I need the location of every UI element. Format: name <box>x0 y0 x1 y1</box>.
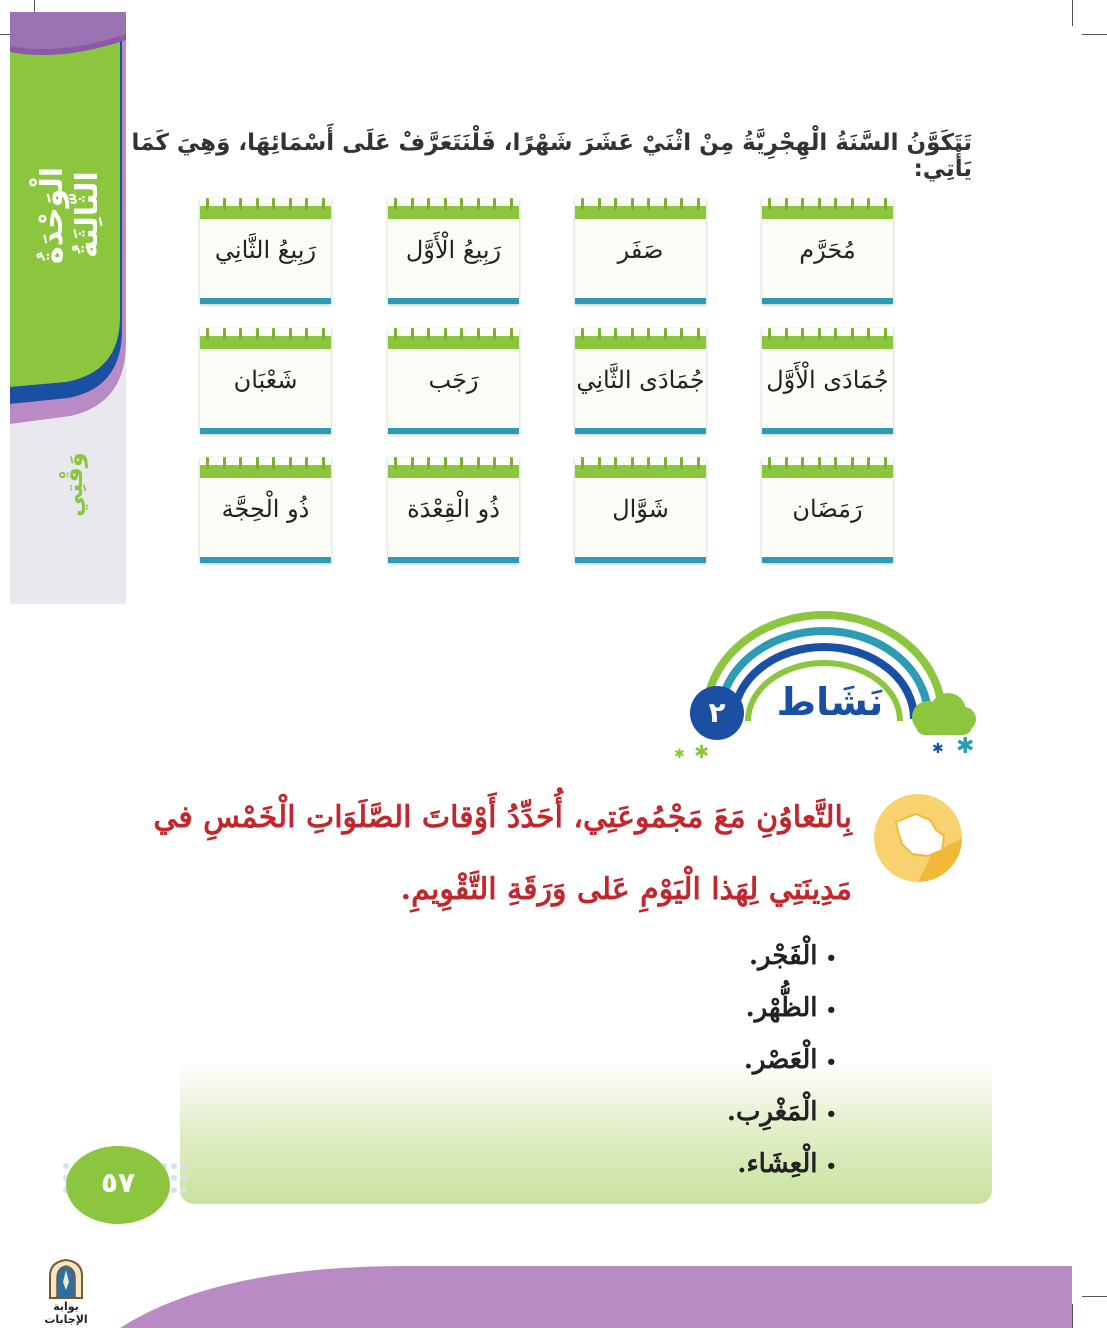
prayer-item: • الْعَصْر. <box>727 1034 837 1086</box>
prayer-item: • الْعِشَاء. <box>727 1138 837 1190</box>
month-name: ذُو الْقِعْدَة <box>407 495 500 523</box>
month-card <box>388 457 519 563</box>
svg-text:✱: ✱ <box>694 742 710 763</box>
month-card <box>762 457 893 563</box>
month-name: جُمَادَى الثَّانِي <box>576 366 705 394</box>
month-card <box>762 198 893 304</box>
month-card <box>762 328 893 434</box>
month-name: صَفَر <box>617 236 664 264</box>
page-number: ٥٧ <box>100 1166 136 1199</box>
month-name: جُمَادَى الْأَوَّل <box>766 366 889 394</box>
month-name: رَبِيعُ الثَّانِي <box>214 236 317 264</box>
month-name: رَبِيعُ الْأَوَّل <box>405 236 502 264</box>
month-card <box>575 457 706 563</box>
prayer-item: • الْمَغْرِب. <box>727 1086 837 1138</box>
months-grid <box>200 198 894 568</box>
intro-text: تَتَكَوَّنُ السَّنَةُ الْهِجْرِيَّةُ مِنْ اثْنَيْ عَشَرَ شَهْرًا، فَلْنَتَعَرَّفْ عَلَى أَسْمَائِهَا، وَهِيَ كَمَا يَأْتِي: <box>131 130 972 182</box>
activity-number: ٢ <box>690 686 744 740</box>
prayer-item: • الْفَجْر. <box>727 930 837 982</box>
green-band <box>180 1062 992 1204</box>
prayer-list <box>727 930 837 1190</box>
month-card <box>388 328 519 434</box>
crop-mark <box>1082 34 1107 35</box>
unit-subtitle: وَقْتِي <box>60 452 88 518</box>
month-card <box>200 198 331 304</box>
month-card <box>200 457 331 563</box>
saudi-map-icon <box>872 792 964 884</box>
cloud-icon <box>912 693 976 735</box>
crop-mark <box>1072 0 1073 26</box>
logo-caption: بوابة الإجابات <box>44 1300 88 1326</box>
prayer-item: • الظُّهْر. <box>727 982 837 1034</box>
bottom-band <box>0 1240 1107 1328</box>
activity-label: نَشَاط <box>776 680 884 724</box>
svg-text:✱: ✱ <box>956 734 975 759</box>
svg-text:✱: ✱ <box>674 747 685 762</box>
month-card <box>575 198 706 304</box>
month-name: شَوَّال <box>612 495 669 523</box>
svg-text:✱: ✱ <box>932 741 944 757</box>
month-name: رَجَب <box>428 366 479 394</box>
month-name: رَمَضَان <box>792 495 863 523</box>
month-name: شَعْبَان <box>233 366 298 394</box>
unit-title: الْوَحْدَةُ الثَّالِثَةُ <box>35 166 105 264</box>
month-name: ذُو الْحِجَّة <box>221 495 310 523</box>
month-name: مُحَرَّم <box>799 236 856 264</box>
month-card <box>388 198 519 304</box>
month-card <box>200 328 331 434</box>
task-text: بِالتَّعاوُنِ مَعَ مَجْمُوعَتِي، أُحَدِّدُ أَوْقاتَ الصَّلَوَاتِ الْخَمْسِ في مَدِينَتِي لِهَذا الْيَوْمِ عَلى وَرَقَةِ التَّقْوِيمِ. <box>153 800 852 907</box>
month-card <box>575 328 706 434</box>
answers-gate-logo <box>44 1256 88 1300</box>
